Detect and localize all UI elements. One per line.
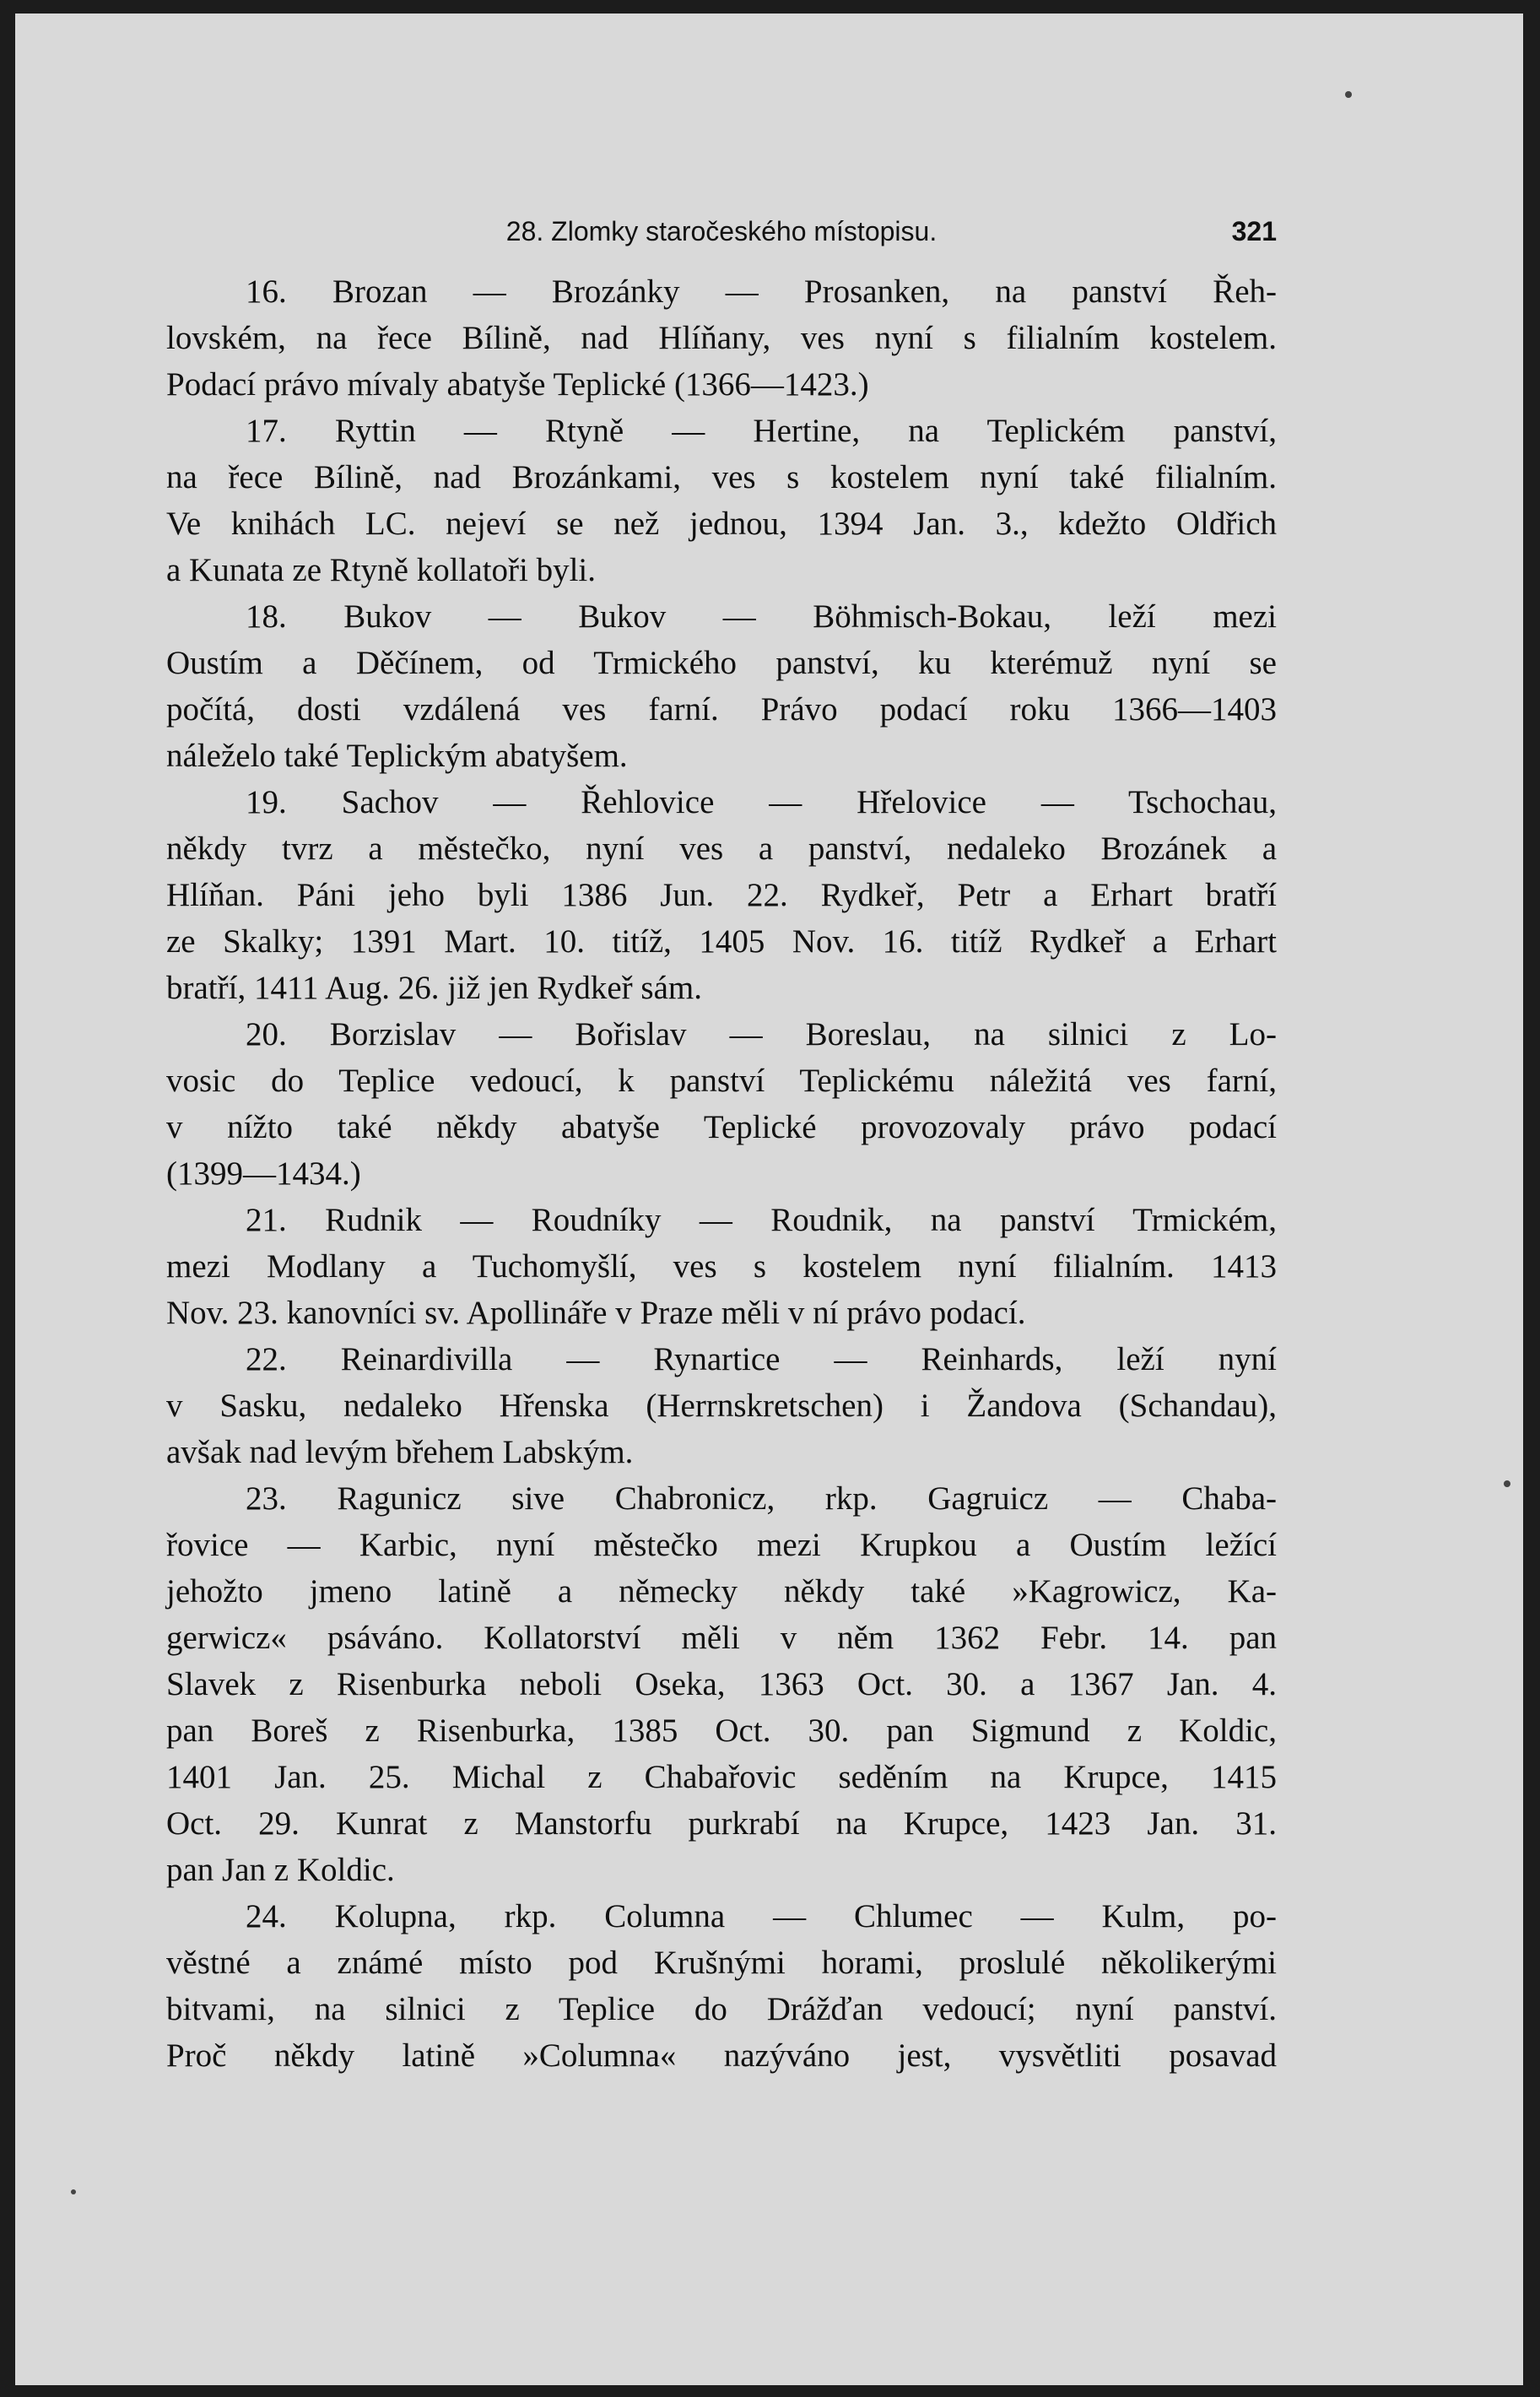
running-title: 28. Zlomky staročeského místopisu.: [505, 216, 938, 246]
entry-19-line-2: někdy tvrz a městečko, nyní ves a panství, nedaleko Brozánek a: [166, 831, 1277, 867]
entry-18-line-4: náleželo také Teplickým abatyšem.: [166, 738, 628, 774]
page-number: 321: [1231, 216, 1277, 246]
entry-21-line-3: Nov. 23. kanovníci sv. Apollináře v Praze měli v ní právo podací.: [166, 1295, 1026, 1331]
entry-23-line-8: Oct. 29. Kunrat z Manstorfu purkrabí na Krupce, 1423 Jan. 31.: [166, 1805, 1277, 1842]
entry-23-line-6: pan Boreš z Risenburka, 1385 Oct. 30. pan Sigmund z Koldic,: [166, 1713, 1277, 1749]
entry-19-line-4: ze Skalky; 1391 Mart. 10. titíž, 1405 Nov. 16. titíž Rydkeř a Erhart: [166, 923, 1277, 960]
margin-speck: [71, 2189, 76, 2194]
entry-24-line-2: věstné a známé místo pod Krušnými horami, proslulé několikerými: [166, 1945, 1277, 1981]
entry-24-line-3: bitvami, na silnici z Teplice do Drážďan vedoucí; nyní panství.: [166, 1991, 1277, 2027]
entry-20-line-2: vosic do Teplice vedoucí, k panství Teplickému náležitá ves farní,: [166, 1063, 1277, 1099]
entry-16-line-1: 16. Brozan — Brozánky — Prosanken, na panství Řeh-: [246, 273, 1277, 310]
entry-22-line-1: 22. Reinardivilla — Rynartice — Reinhards, leží nyní: [246, 1341, 1277, 1377]
margin-speck: [1345, 91, 1352, 98]
entry-19-line-1: 19. Sachov — Řehlovice — Hřelovice — Tschochau,: [246, 784, 1277, 820]
entry-23-line-5: Slavek z Risenburka neboli Oseka, 1363 Oct. 30. a 1367 Jan. 4.: [166, 1666, 1277, 1702]
text-body: [166, 268, 1277, 2079]
entry-22-line-3: avšak nad levým břehem Labským.: [166, 1434, 634, 1470]
entry-23-line-4: gerwicz« psáváno. Kollatorství měli v něm 1362 Febr. 14. pan: [166, 1620, 1277, 1656]
entry-17-line-1: 17. Ryttin — Rtyně — Hertine, na Teplickém panství,: [246, 413, 1277, 449]
entry-20-line-3: v nížto také někdy abatyše Teplické provozovaly právo podací: [166, 1109, 1277, 1145]
entry-17-line-2: na řece Bílině, nad Brozánkami, ves s kostelem nyní také filialním.: [166, 459, 1277, 495]
entry-18-line-1: 18. Bukov — Bukov — Böhmisch-Bokau, leží mezi: [246, 598, 1277, 635]
entry-20-line-4: (1399—1434.): [166, 1155, 361, 1192]
margin-speck: [1504, 1480, 1510, 1487]
entry-23-line-3: jehožto jmeno latině a německy někdy také »Kagrowicz, Ka-: [166, 1573, 1277, 1610]
running-header: [166, 211, 1277, 255]
entry-21-line-1: 21. Rudnik — Roudníky — Roudnik, na panství Trmickém,: [246, 1202, 1277, 1238]
entry-21-line-2: mezi Modlany a Tuchomyšlí, ves s kostelem nyní filialním. 1413: [166, 1248, 1277, 1285]
entry-16-line-3: Podací právo mívaly abatyše Teplické (1366—1423.): [166, 366, 869, 403]
entry-19-line-3: Hlíňan. Páni jeho byli 1386 Jun. 22. Rydkeř, Petr a Erhart bratří: [166, 877, 1277, 913]
entry-20-line-1: 20. Borzislav — Bořislav — Boreslau, na silnici z Lo-: [246, 1016, 1277, 1052]
entry-23-line-1: 23. Ragunicz sive Chabronicz, rkp. Gagruicz — Chaba-: [246, 1480, 1277, 1517]
entry-24-line-1: 24. Kolupna, rkp. Columna — Chlumec — Kulm, po-: [246, 1898, 1277, 1934]
entry-22-line-2: v Sasku, nedaleko Hřenska (Herrnskretschen) i Žandova (Schandau),: [166, 1388, 1277, 1424]
entry-18-line-3: počítá, dosti vzdálená ves farní. Právo podací roku 1366—1403: [166, 691, 1277, 728]
entry-18-line-2: Oustím a Děčínem, od Trmického panství, ku kterémuž nyní se: [166, 645, 1277, 681]
entry-17-line-4: a Kunata ze Rtyně kollatoři byli.: [166, 552, 597, 588]
entry-16-line-2: lovském, na řece Bílině, nad Hlíňany, ves nyní s filialním kostelem.: [166, 320, 1277, 356]
entry-19-line-5: bratří, 1411 Aug. 26. již jen Rydkeř sám.: [166, 970, 702, 1006]
entry-24-line-4: Proč někdy latině »Columna« nazýváno jest, vysvětliti posavad: [166, 2037, 1277, 2074]
entry-23-line-2: řovice — Karbic, nyní městečko mezi Krupkou a Oustím ležící: [166, 1527, 1277, 1563]
entry-23-line-9: pan Jan z Koldic.: [166, 1852, 395, 1888]
entry-23-line-7: 1401 Jan. 25. Michal z Chabařovic seděním na Krupce, 1415: [166, 1759, 1277, 1795]
entry-17-line-3: Ve knihách LC. nejeví se než jednou, 1394 Jan. 3., kdežto Oldřich: [166, 506, 1277, 542]
